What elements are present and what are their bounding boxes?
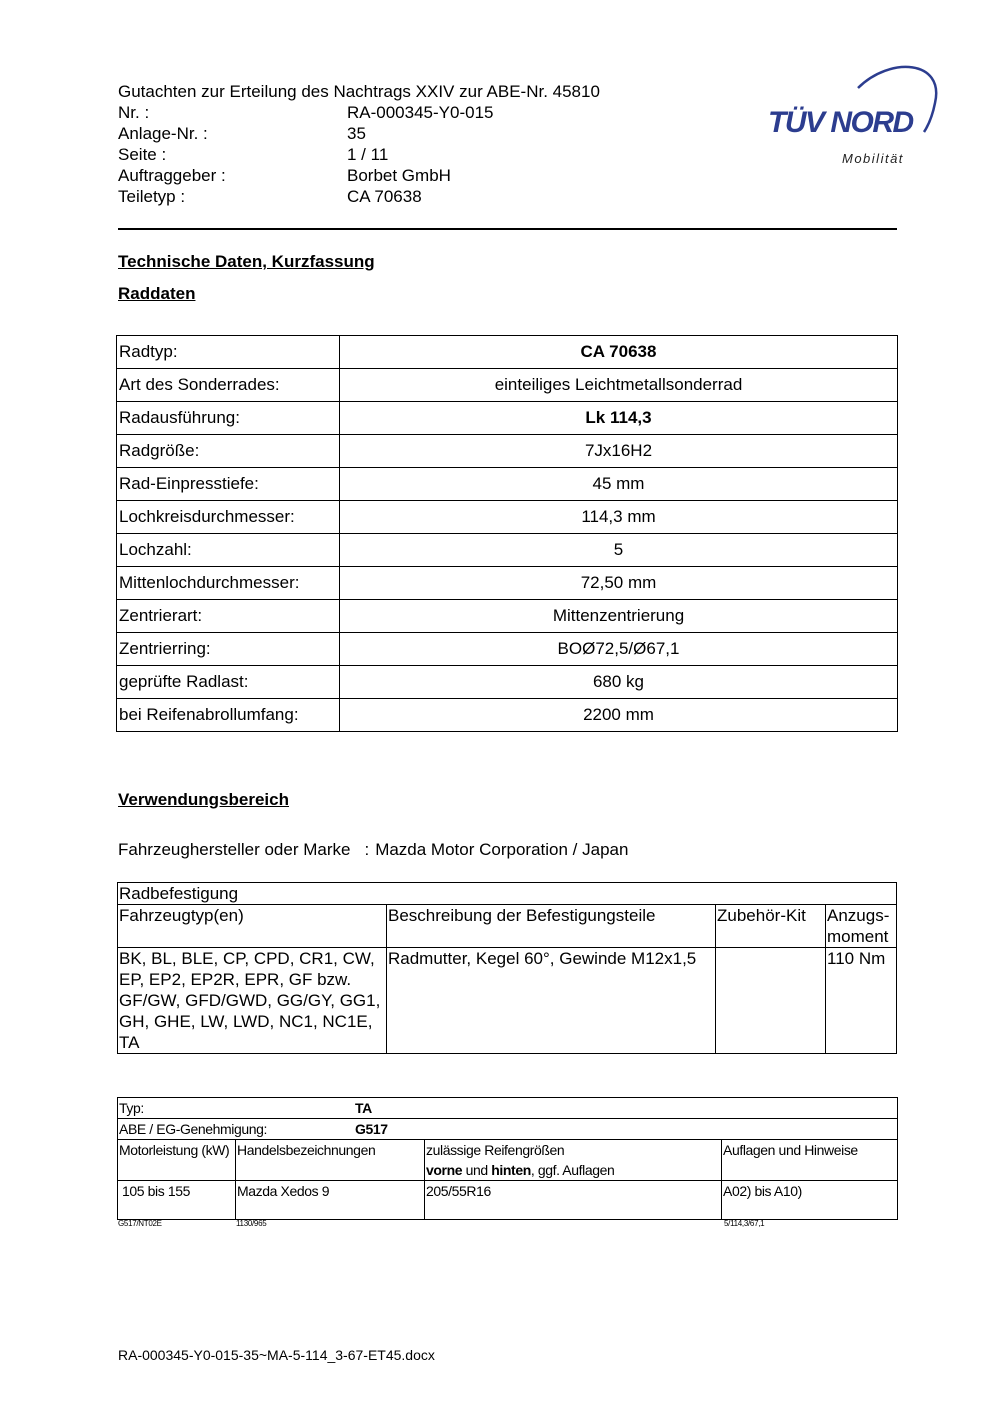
raddaten-label: Lochzahl:	[117, 534, 340, 567]
cell-anzugsmoment: 110 Nm	[826, 948, 897, 1054]
raddaten-value: 680 kg	[340, 666, 898, 699]
header-value: 1 / 11	[347, 145, 389, 164]
col-header-fahrzeugtyp: Fahrzeugtyp(en)	[118, 905, 387, 948]
raddaten-label: geprüfte Radlast:	[117, 666, 340, 699]
raddaten-value: BOØ72,5/Ø67,1	[340, 633, 898, 666]
abe-label: ABE / EG-Genehmigung:	[119, 1121, 268, 1137]
header-key: Seite :	[118, 145, 167, 164]
col-auflagen: Auflagen und Hinweise	[722, 1140, 898, 1181]
verwendungsbereich-title: Verwendungsbereich	[118, 790, 289, 809]
raddaten-label: Zentrierart:	[117, 600, 340, 633]
section-title: Technische Daten, Kurzfassung	[118, 252, 375, 271]
raddaten-row	[117, 369, 898, 402]
radbefestigung-title: Radbefestigung	[118, 883, 897, 905]
raddaten-label: Mittenlochdurchmesser:	[117, 567, 340, 600]
raddaten-row	[117, 600, 898, 633]
raddaten-label: Lochkreisdurchmesser:	[117, 501, 340, 534]
footer-filename: RA-000345-Y0-015-35~MA-5-114_3-67-ET45.docx	[118, 1347, 435, 1363]
raddaten-label: bei Reifenabrollumfang:	[117, 699, 340, 732]
reifen-vorne: vorne	[426, 1162, 463, 1178]
cell-kw: 105 bis 155	[118, 1181, 236, 1220]
reifen-header-a: zulässige Reifengrößen	[426, 1142, 565, 1158]
raddaten-row	[117, 567, 898, 600]
raddaten-value: 5	[340, 534, 898, 567]
header-key: Auftraggeber :	[118, 166, 226, 185]
reifen-und: und	[462, 1162, 492, 1178]
hersteller-label: Fahrzeughersteller oder Marke	[118, 840, 351, 859]
col-reifengroessen	[425, 1140, 722, 1181]
raddaten-value: 45 mm	[340, 468, 898, 501]
raddaten-label: Art des Sonderrades:	[117, 369, 340, 402]
col-motorleistung: Motorleistung (kW)	[118, 1140, 236, 1181]
raddaten-value: einteiliges Leichtmetallsonderrad	[340, 369, 898, 402]
tiny-code-c: 5/114,3/67,1	[724, 1219, 765, 1228]
raddaten-value: 72,50 mm	[340, 567, 898, 600]
document-header	[118, 81, 600, 207]
raddaten-value: Lk 114,3	[340, 402, 898, 435]
raddaten-row	[117, 336, 898, 369]
tiny-code-a: G517/NT02E	[118, 1219, 162, 1228]
raddaten-row	[117, 666, 898, 699]
raddaten-label: Radtyp:	[117, 336, 340, 369]
logo-wordmark: TÜV NORD	[768, 106, 913, 139]
header-value: Borbet GmbH	[347, 166, 451, 185]
raddaten-row	[117, 633, 898, 666]
col-handelsbezeichnungen: Handelsbezeichnungen	[236, 1140, 425, 1181]
header-key: Teiletyp :	[118, 187, 186, 206]
raddaten-table	[116, 335, 898, 732]
raddaten-label: Radgröße:	[117, 435, 340, 468]
typ-table	[117, 1097, 898, 1220]
reifen-hinten: hinten	[491, 1162, 531, 1178]
header-field-teiletyp	[118, 186, 600, 207]
raddaten-row	[117, 501, 898, 534]
raddaten-row	[117, 435, 898, 468]
raddaten-value: 7Jx16H2	[340, 435, 898, 468]
raddaten-row	[117, 402, 898, 435]
raddaten-row	[117, 699, 898, 732]
col-header-beschreibung: Beschreibung der Befestigungsteile	[387, 905, 716, 948]
raddaten-row	[117, 534, 898, 567]
header-field-nr	[118, 102, 600, 123]
typ-row	[118, 1098, 898, 1119]
raddaten-value: 114,3 mm	[340, 501, 898, 534]
cell-fahrzeugtypen: BK, BL, BLE, CP, CPD, CR1, CW, EP, EP2, EP2R, EPR, GF bzw. GF/GW, GFD/GWD, GG/GY, GG1, GH, GHE, LW, LWD, NC1, NC1E, TA	[118, 948, 387, 1054]
cell-auflagen: A02) bis A10)	[722, 1181, 898, 1220]
raddaten-value: CA 70638	[340, 336, 898, 369]
header-value: RA-000345-Y0-015	[347, 103, 494, 122]
cell-name: Mazda Xedos 9	[236, 1181, 425, 1220]
section-subtitle: Raddaten	[118, 284, 196, 303]
raddaten-label: Rad-Einpresstiefe:	[117, 468, 340, 501]
reifen-header-b	[426, 1160, 720, 1180]
cell-beschreibung: Radmutter, Kegel 60°, Gewinde M12x1,5	[387, 948, 716, 1054]
abe-value: G517	[355, 1121, 388, 1137]
tuv-nord-logo	[760, 58, 940, 173]
header-field-seite	[118, 144, 600, 165]
abe-row	[118, 1119, 898, 1140]
cell-zubehoer	[716, 948, 826, 1054]
raddaten-label: Radausführung:	[117, 402, 340, 435]
logo-subtitle: Mobilität	[842, 151, 904, 166]
radbefestigung-table	[117, 882, 897, 1054]
raddaten-value: 2200 mm	[340, 699, 898, 732]
document-title: Gutachten zur Erteilung des Nachtrags XXIV zur ABE-Nr. 45810	[118, 82, 600, 101]
col-header-zubehoer: Zubehör-Kit	[716, 905, 826, 948]
header-field-auftraggeber	[118, 165, 600, 186]
header-divider	[118, 228, 897, 230]
header-value: 35	[347, 124, 366, 143]
header-field-anlage	[118, 123, 600, 144]
raddaten-row	[117, 468, 898, 501]
raddaten-value: Mittenzentrierung	[340, 600, 898, 633]
hersteller-value: Mazda Motor Corporation / Japan	[375, 840, 629, 859]
raddaten-label: Zentrierring:	[117, 633, 340, 666]
tiny-code-b: 1130/965	[236, 1219, 267, 1228]
header-key: Anlage-Nr. :	[118, 124, 208, 143]
typ-label: Typ:	[119, 1100, 144, 1116]
cell-reifen: 205/55R16	[425, 1181, 722, 1220]
header-key: Nr. :	[118, 103, 150, 122]
reifen-auflagen: , ggf. Auflagen	[530, 1162, 615, 1178]
hersteller-line	[118, 840, 628, 860]
typ-value: TA	[355, 1100, 372, 1116]
header-value: CA 70638	[347, 187, 422, 206]
col-header-anzugsmoment: Anzugs- moment	[826, 905, 897, 948]
hersteller-separator: :	[364, 840, 370, 859]
